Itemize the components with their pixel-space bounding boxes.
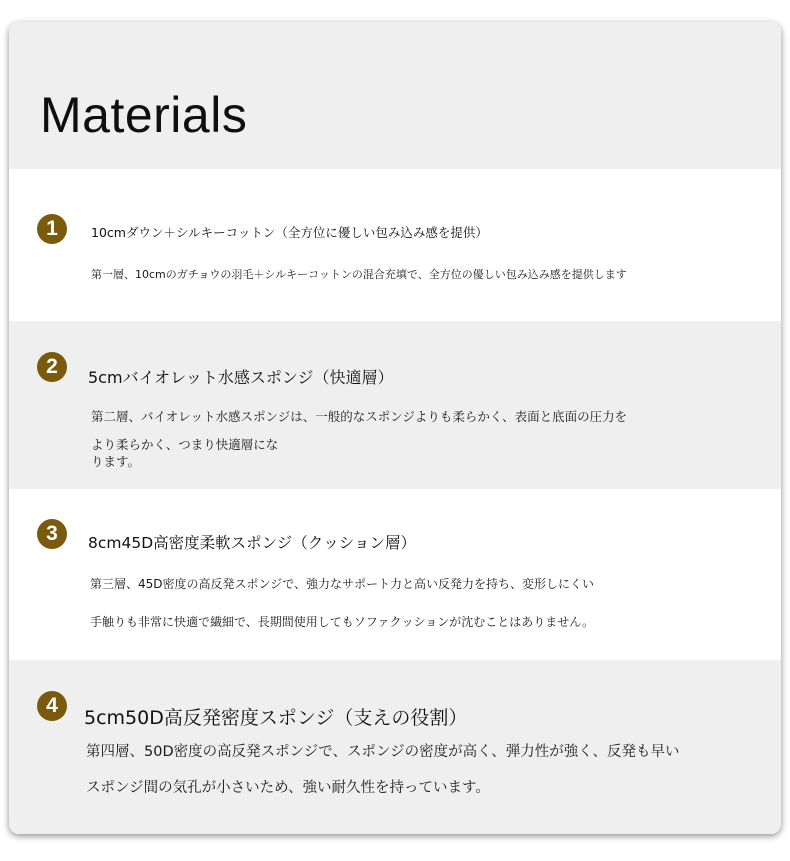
section-text-line: 第二層、バイオレット水感スポンジは、一般的なスポンジよりも柔らかく、表面と底面の圧力を (91, 409, 628, 424)
header (9, 22, 781, 169)
material-section-1 (9, 169, 781, 321)
material-section-4 (9, 660, 781, 834)
section-text-line: ります。 (91, 454, 141, 469)
section-text-line: 第三層、45D密度の高反発スポンジで、強力なサポート力と高い反発力を持ち、変形しにくい (90, 577, 594, 591)
section-text-line: 第一層、10cmのガチョウの羽毛＋シルキーコットンの混合充填で、全方位の優しい包み込み感を提供します (91, 268, 627, 281)
number-badge: 4 (37, 691, 67, 721)
section-text-line: 第四層、50D密度の高反発スポンジで、スポンジの密度が高く、弾力性が強く、反発も早い (86, 744, 680, 760)
section-heading: 8cm45D高密度柔軟スポンジ（クッション層） (88, 534, 416, 552)
number-badge: 1 (37, 214, 67, 244)
number-badge: 2 (37, 352, 67, 382)
section-heading: 5cmバイオレット水感スポンジ（快適層） (88, 368, 394, 387)
material-section-2 (9, 321, 781, 489)
section-heading: 10cmダウン＋シルキーコットン（全方位に優しい包み込み感を提供） (91, 225, 488, 240)
section-text-line: スポンジ間の気孔が小さいため、強い耐久性を持っています。 (86, 780, 490, 796)
material-section-3 (9, 489, 781, 660)
page-title: Materials (40, 87, 248, 143)
section-text-line: 手触りも非常に快適で繊細で、長期間使用してもソファクッションが沈むことはありません。 (90, 615, 595, 629)
materials-card (9, 22, 781, 834)
section-text-line: より柔らかく、つまり快適層にな (91, 437, 279, 452)
section-heading: 5cm50D高反発密度スポンジ（支えの役割） (84, 707, 468, 729)
number-badge: 3 (37, 519, 67, 549)
